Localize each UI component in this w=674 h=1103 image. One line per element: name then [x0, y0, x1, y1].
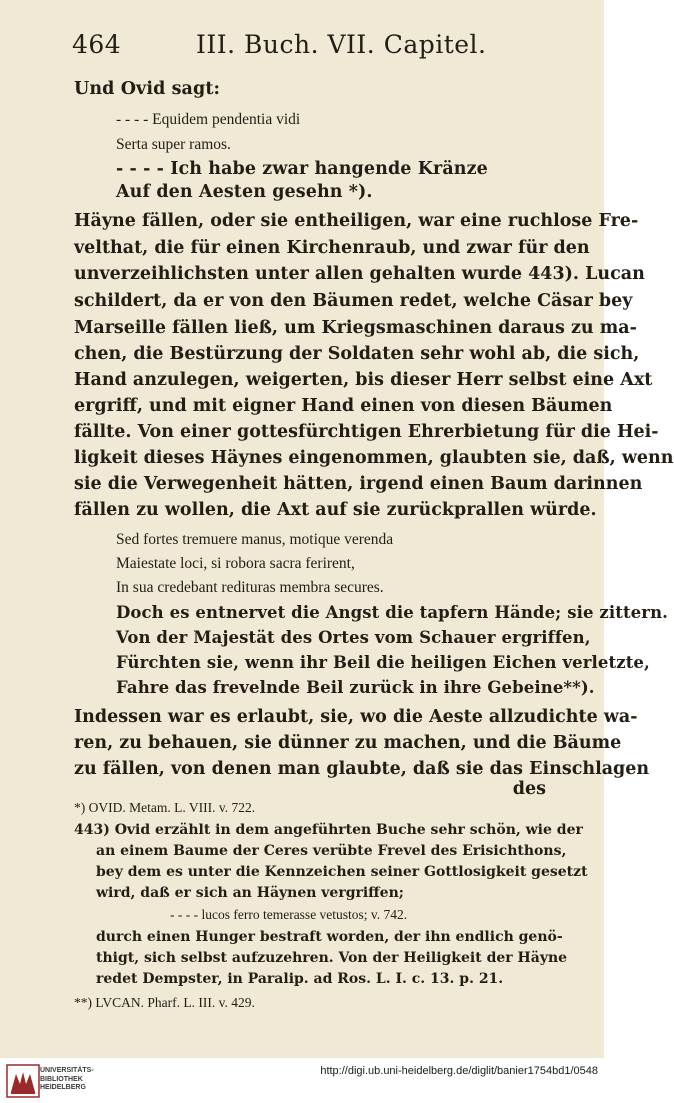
running-title: III. Buch. VII. Capitel. [196, 30, 487, 59]
latin-verse-line: Sed fortes tremuere manus, motique verenda [116, 531, 394, 548]
page-number: 464 [72, 30, 122, 59]
paragraph-line: Häyne fällen, oder sie entheiligen, war eine ruchlose Fre- [74, 211, 639, 231]
footnote-line: an einem Baume der Ceres verübte Frevel des Erisichthons, [96, 843, 567, 859]
verse-line: Doch es entnervet die Angst die tapfern Hände; sie zittern. [116, 603, 669, 622]
library-logo-icon [6, 1064, 40, 1098]
latin-verse-line: - - - - Equidem pendentia vidi [116, 111, 301, 128]
footnote-line: 443) Ovid erzählt in dem angeführten Buche sehr schön, wie der [74, 822, 583, 838]
verse-line: - - - - Ich habe zwar hangende Kränze [116, 159, 488, 179]
latin-verse-line: In sua credebant redituras membra secures. [116, 579, 384, 596]
footnote-line: redet Dempster, in Paralip. ad Ros. L. I. c. 13. p. 21. [96, 971, 504, 987]
verse-line: Fahre das frevelnde Beil zurück in ihre Gebeine**). [116, 678, 595, 697]
footnote-line: durch einen Hunger bestraft worden, der ihn endlich genö- [96, 929, 563, 945]
footnote-line: thigt, sich selbst aufzuzehren. Von der Heiligkeit der Häyne [96, 950, 568, 966]
paragraph-line: fällte. Von einer gottesfürchtigen Ehrerbietung für die Hei- [74, 422, 659, 442]
paragraph-line: Marseille fällen ließ, um Kriegsmaschinen daraus zu ma- [74, 318, 637, 338]
footnote-line: *) OVID. Metam. L. VIII. v. 722. [74, 800, 256, 815]
paragraph-line: schildert, da er von den Bäumen redet, welche Cäsar bey [74, 291, 633, 311]
paragraph-line: sie die Verwegenheit hätten, irgend einen Baum darinnen [74, 474, 643, 494]
footnote-line: bey dem es unter die Kennzeichen seiner Gottlosigkeit gesetzt [96, 864, 588, 880]
viewer-footer [0, 1058, 604, 1103]
catchword: des [512, 779, 546, 799]
paragraph-line: chen, die Bestürzung der Soldaten sehr wohl ab, die sich, [74, 344, 640, 364]
library-name: UNIVERSITÄTS- BIBLIOTHEK HEIDELBERG [40, 1067, 94, 1091]
paragraph-line: velthat, die für einen Kirchenraub, und zwar für den [74, 238, 590, 258]
verse-line: Fürchten sie, wenn ihr Beil die heiligen Eichen verletzte, [116, 653, 650, 672]
paragraph-line: unverzeihlichsten unter allen gehalten wurde 443). Lucan [74, 264, 645, 284]
text-line: Und Ovid sagt: [74, 79, 221, 99]
footnote-latin-line: - - - - lucos ferro temerasse vetustos; v. 742. [170, 907, 408, 922]
verse-line: Auf den Aesten gesehn *). [116, 182, 373, 202]
paragraph-line: ligkeit dieses Häynes eingenommen, glaubten sie, daß, wenn [74, 448, 674, 468]
paragraph-line: zu fällen, von denen man glaubte, daß sie das Einschlagen [74, 759, 650, 779]
paragraph-line: ren, zu behauen, sie dünner zu machen, und die Bäume [74, 733, 622, 753]
paragraph-line: Hand anzulegen, weigerten, bis dieser Herr selbst eine Axt [74, 370, 653, 390]
paragraph-line: Indessen war es erlaubt, sie, wo die Aeste allzudichte wa- [74, 707, 638, 727]
latin-verse-line: Maiestate loci, si robora sacra ferirent, [116, 555, 355, 572]
footnote-line: **) LVCAN. Pharf. L. III. v. 429. [74, 995, 255, 1010]
paragraph-line: ergriff, und mit eigner Hand einen von diesen Bäumen [74, 396, 613, 416]
page-url-link[interactable]: http://digi.ub.uni-heidelberg.de/diglit/banier1754bd1/0548 [320, 1065, 598, 1077]
footnote-line: wird, daß er sich an Häynen vergriffen; [96, 885, 404, 901]
paragraph-line: fällen zu wollen, die Axt auf sie zurückprallen würde. [74, 500, 597, 520]
verse-line: Von der Majestät des Ortes vom Schauer ergriffen, [116, 628, 591, 647]
latin-verse-line: Serta super ramos. [116, 136, 231, 153]
